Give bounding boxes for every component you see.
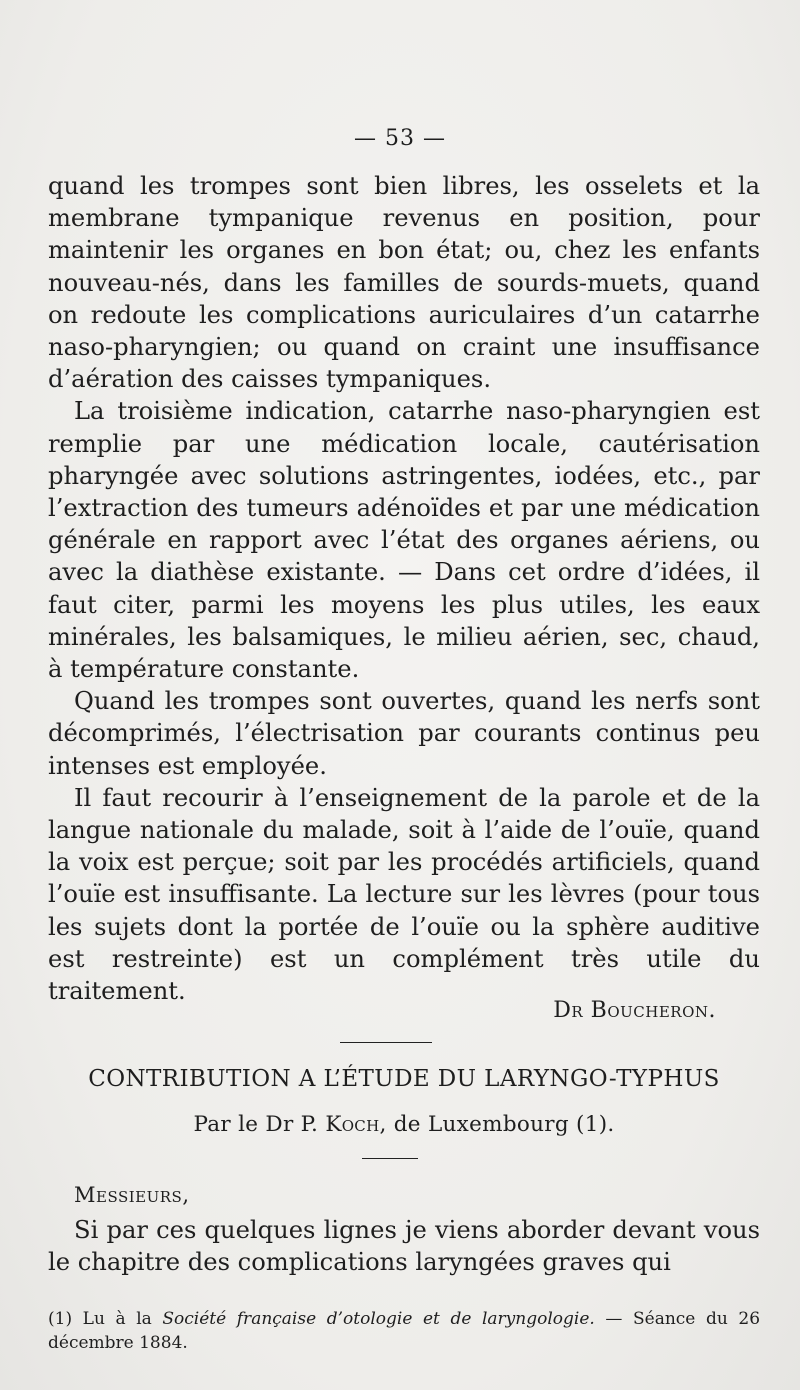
- byline-suffix: , de Luxembourg (1).: [379, 1112, 615, 1137]
- paragraph-3: Quand les trompes sont ouvertes, quand les nerfs sont décomprimés, l’électrisation par courants continus peu intenses est employée.: [48, 687, 760, 780]
- title-divider: [362, 1158, 418, 1159]
- byline-author-name: Koch: [325, 1112, 380, 1137]
- article-byline: [48, 1112, 760, 1137]
- article-body: [48, 1214, 760, 1278]
- salutation: Messieurs,: [74, 1183, 190, 1207]
- author-signature: Dr Boucheron.: [553, 998, 716, 1023]
- article-title: CONTRIBUTION A L’ÉTUDE DU LARYNGO-TYPHUS: [88, 1066, 720, 1092]
- main-text: [48, 170, 760, 1007]
- byline-prefix: Par le Dr P.: [193, 1112, 319, 1137]
- footnote-suffix: — Séance du 26 décembre 1884.: [48, 1309, 761, 1353]
- paragraph-4: Il faut recourir à l’enseignement de la parole et de la langue nationale du malade, soit à l’aide de l’ouïe, quand la voix est perçue; soit par les procédés artificiels, quand l’ouïe est insuffisante. La lecture sur les lèvres (pour tous les sujets dont la portée de l’ouïe ou la sphère auditive est restreinte) est un complément très utile du traitement.: [48, 783, 760, 1006]
- footnote-prefix: (1) Lu à la: [48, 1309, 152, 1329]
- section-divider: [340, 1042, 432, 1043]
- footnote-society: Société française d’otologie et de laryngologie.: [162, 1309, 595, 1329]
- paragraph-1: quand les trompes sont bien libres, les osselets et la membrane tympanique revenus en position, pour maintenir les organes en bon état; ou, chez les enfants nouveau-nés, dans les familles de sourds-muets, quand on redoute les complications auriculaires d’un catarrhe naso-pharyngien; ou quand on craint une insuffisance d’aération des caisses tympaniques.: [48, 172, 760, 394]
- article-opening: Si par ces quelques lignes je viens aborder devant vous le chapitre des complications laryngées graves qui: [48, 1216, 760, 1276]
- page-number: — 53 —: [354, 126, 446, 151]
- paragraph-2: La troisième indication, catarrhe naso-pharyngien est remplie par une médication locale, cautérisation pharyngée avec solutions astringentes, iodées, etc., par l’extraction des tumeurs adénoïdes et par une médication générale en rapport avec l’état des organes aériens, ou avec la diathèse existante. — Dans cet ordre d’idées, il faut citer, parmi les moyens les plus utiles, les eaux minérales, les balsamiques, le milieu aérien, sec, chaud, à température constante.: [48, 397, 760, 684]
- footnote: [48, 1307, 760, 1355]
